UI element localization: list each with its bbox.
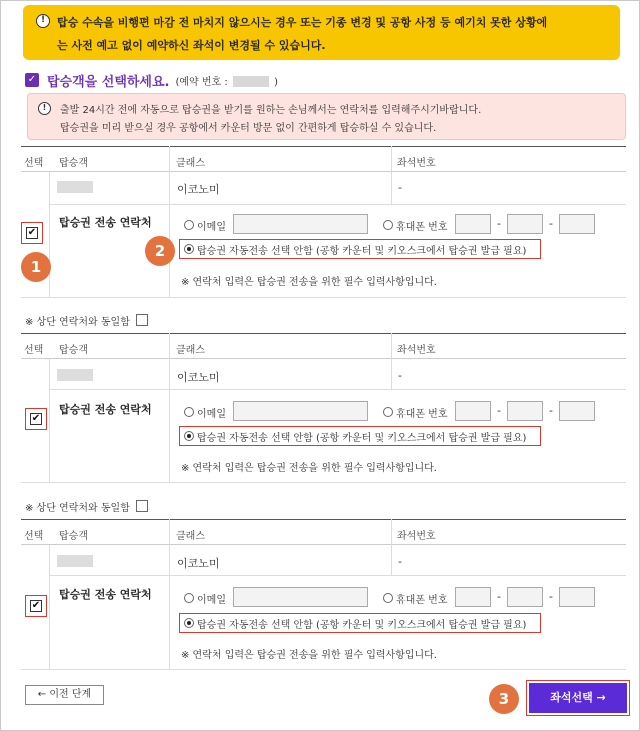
phone-input-1[interactable] bbox=[455, 587, 491, 607]
phone-hyphen: - bbox=[549, 217, 553, 230]
phone-input-1[interactable] bbox=[455, 401, 491, 421]
reservation-suffix: ) bbox=[274, 76, 279, 88]
header-seat: 좌석번호 bbox=[397, 531, 436, 542]
section-check-icon: ✓ bbox=[25, 73, 39, 87]
select-passenger-2-checkbox[interactable]: ✔ bbox=[31, 413, 41, 424]
passenger-name-mask bbox=[57, 181, 93, 193]
header-select: 선택 bbox=[24, 158, 44, 169]
phone-input-2[interactable] bbox=[507, 214, 543, 234]
phone-input-1[interactable] bbox=[455, 214, 491, 234]
passenger-name-mask bbox=[57, 555, 93, 567]
phone-radio[interactable] bbox=[383, 407, 393, 417]
header-class: 클래스 bbox=[176, 158, 205, 169]
reservation-number-mask bbox=[233, 76, 269, 87]
seat-select-highlight bbox=[526, 680, 630, 716]
header-class: 클래스 bbox=[176, 345, 205, 356]
passenger-table-2 bbox=[21, 333, 626, 483]
notice-line-1: 탑승 수속을 비행편 마감 전 마치지 않으시는 경우 또는 기종 변경 및 공항 사정 등 예기치 못한 상황에 bbox=[57, 16, 548, 29]
phone-hyphen: - bbox=[549, 404, 553, 417]
select-passenger-3-highlight bbox=[25, 595, 47, 617]
header-select: 선택 bbox=[24, 531, 44, 542]
passenger-table-3 bbox=[21, 519, 626, 670]
phone-input-2[interactable] bbox=[507, 587, 543, 607]
same-contact-checkbox[interactable] bbox=[136, 500, 148, 512]
pink-notice-line-1: 출발 24시간 전에 자동으로 탑승권을 받기를 원하는 손님께서는 연락처를 입력해주시기바랍니다. bbox=[60, 105, 482, 116]
select-passenger-2-highlight bbox=[25, 408, 47, 430]
phone-label: 휴대폰 번호 bbox=[396, 595, 448, 606]
passenger-class: 이코노미 bbox=[177, 183, 220, 196]
same-contact-label: ※ 상단 연락처와 동일함 bbox=[25, 502, 130, 514]
no-auto-send-label: 탑승권 자동전송 선택 안함 (공항 카운터 및 키오스크에서 탑승권 발급 필요) bbox=[197, 620, 527, 631]
phone-input-3[interactable] bbox=[559, 401, 595, 421]
header-seat: 좌석번호 bbox=[397, 158, 436, 169]
phone-input-2[interactable] bbox=[507, 401, 543, 421]
header-class: 클래스 bbox=[176, 531, 205, 542]
notice-line-2: 는 사전 예고 없이 예약하신 좌석이 변경될 수 있습니다. bbox=[57, 39, 326, 52]
same-contact-row-2 bbox=[25, 312, 148, 328]
header-passenger: 탑승객 bbox=[59, 531, 88, 542]
contact-label: 탑승권 전송 연락처 bbox=[59, 216, 152, 229]
phone-radio[interactable] bbox=[383, 593, 393, 603]
no-auto-send-radio[interactable] bbox=[184, 618, 194, 628]
phone-input-3[interactable] bbox=[559, 587, 595, 607]
phone-hyphen: - bbox=[549, 590, 553, 603]
passenger-class: 이코노미 bbox=[177, 371, 220, 384]
email-input[interactable] bbox=[233, 401, 368, 421]
section-header bbox=[25, 72, 278, 88]
email-input[interactable] bbox=[233, 214, 368, 234]
contact-required-note: ※ 연락처 입력은 탑승권 전송을 위한 필수 입력사항입니다. bbox=[181, 277, 437, 288]
phone-hyphen: - bbox=[497, 217, 501, 230]
phone-label: 휴대폰 번호 bbox=[396, 222, 448, 233]
alert-icon: ! bbox=[38, 102, 51, 115]
select-passenger-1-highlight bbox=[21, 222, 43, 244]
contact-required-note: ※ 연락처 입력은 탑승권 전송을 위한 필수 입력사항입니다. bbox=[181, 650, 437, 661]
phone-label: 휴대폰 번호 bbox=[396, 409, 448, 420]
reservation-prefix: (예약 번호 : bbox=[175, 76, 228, 88]
email-radio[interactable] bbox=[184, 593, 194, 603]
phone-hyphen: - bbox=[497, 404, 501, 417]
same-contact-checkbox[interactable] bbox=[136, 314, 148, 326]
step-badge-1: 1 bbox=[21, 252, 51, 282]
header-select: 선택 bbox=[24, 345, 44, 356]
auto-boarding-pass-notice bbox=[27, 93, 626, 140]
email-input[interactable] bbox=[233, 587, 368, 607]
phone-radio[interactable] bbox=[383, 220, 393, 230]
no-auto-send-label: 탑승권 자동전송 선택 안함 (공항 카운터 및 키오스크에서 탑승권 발급 필요) bbox=[197, 433, 527, 444]
same-contact-label: ※ 상단 연락처와 동일함 bbox=[25, 316, 130, 328]
passenger-table-1 bbox=[21, 146, 626, 298]
no-auto-send-radio[interactable] bbox=[184, 244, 194, 254]
top-warning-notice bbox=[23, 5, 620, 60]
select-passenger-3-checkbox[interactable]: ✔ bbox=[31, 600, 41, 611]
table-header bbox=[21, 146, 626, 172]
reservation-number bbox=[176, 73, 279, 88]
header-seat: 좌석번호 bbox=[397, 345, 436, 356]
alert-icon: ! bbox=[36, 14, 50, 28]
section-title: 탑승객을 선택하세요. bbox=[47, 74, 170, 90]
no-auto-send-label: 탑승권 자동전송 선택 안함 (공항 카운터 및 키오스크에서 탑승권 발급 필요) bbox=[197, 246, 527, 257]
email-label: 이메일 bbox=[197, 222, 226, 233]
no-auto-send-radio[interactable] bbox=[184, 431, 194, 441]
email-radio[interactable] bbox=[184, 220, 194, 230]
phone-hyphen: - bbox=[497, 590, 501, 603]
passenger-class: 이코노미 bbox=[177, 557, 220, 570]
contact-label: 탑승권 전송 연락처 bbox=[59, 403, 152, 416]
step-badge-3: 3 bbox=[489, 684, 519, 714]
email-label: 이메일 bbox=[197, 595, 226, 606]
step-badge-2: 2 bbox=[145, 236, 175, 266]
same-contact-row-3 bbox=[25, 498, 148, 514]
phone-input-3[interactable] bbox=[559, 214, 595, 234]
contact-required-note: ※ 연락처 입력은 탑승권 전송을 위한 필수 입력사항입니다. bbox=[181, 463, 437, 474]
passenger-name-mask bbox=[57, 369, 93, 381]
passenger-seat: - bbox=[398, 181, 402, 194]
header-passenger: 탑승객 bbox=[59, 158, 88, 169]
header-passenger: 탑승객 bbox=[59, 345, 88, 356]
contact-label: 탑승권 전송 연락처 bbox=[59, 588, 152, 601]
table-header bbox=[21, 333, 626, 359]
email-radio[interactable] bbox=[184, 407, 194, 417]
table-header bbox=[21, 519, 626, 545]
pink-notice-line-2: 탑승권을 미리 받으실 경우 공항에서 카운터 방문 없이 간편하게 탑승하실 수 있습니다. bbox=[60, 123, 437, 134]
email-label: 이메일 bbox=[197, 409, 226, 420]
seat-select-button[interactable]: 좌석선택 → bbox=[529, 683, 627, 713]
select-passenger-1-checkbox[interactable]: ✔ bbox=[27, 227, 37, 238]
passenger-seat: - bbox=[398, 369, 402, 382]
passenger-seat: - bbox=[398, 555, 402, 568]
previous-step-button[interactable]: ← 이전 단계 bbox=[25, 685, 104, 705]
